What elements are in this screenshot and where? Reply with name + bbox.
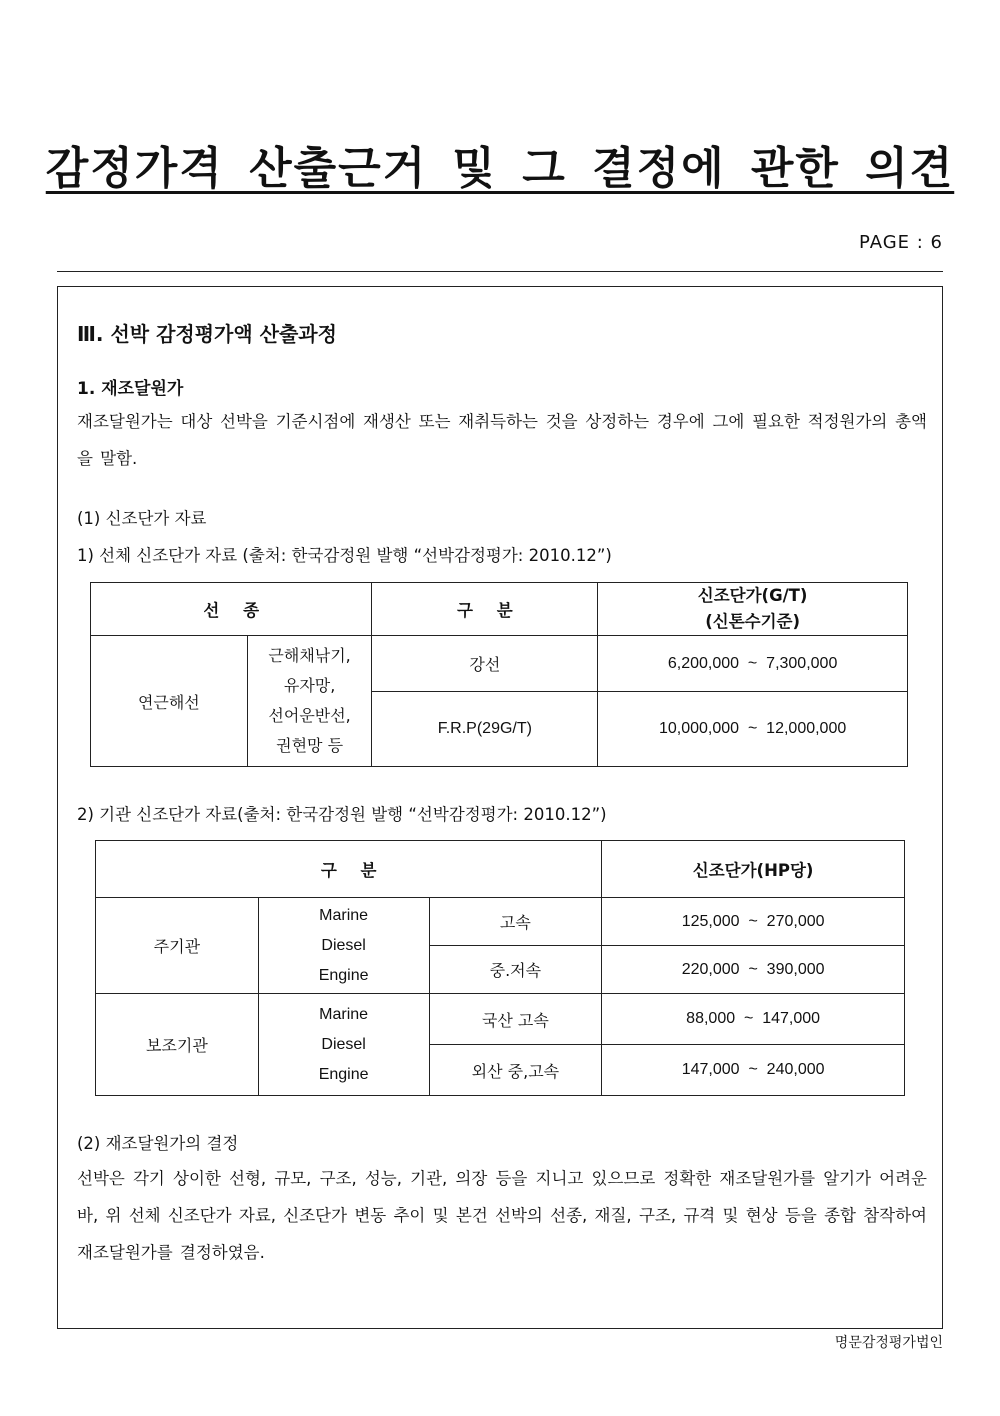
- price-cell: 10,000,000 ~ 12,000,000: [598, 692, 908, 767]
- speed-cell: 중.저속: [429, 946, 602, 994]
- subtype-cell: 근해채낚기, 유자망, 선어운반선, 권현망 등: [247, 636, 372, 767]
- definition-paragraph: 재조달원가는 대상 선박을 기준시점에 재생산 또는 재취득하는 것을 상정하는 경우에 그에 필요한 적정원가의 총액을 말함.: [77, 412, 927, 468]
- header-divider: [57, 271, 943, 272]
- material-cell: 강선: [372, 636, 598, 692]
- engine-group-cell: 주기관: [96, 898, 259, 994]
- page-number: PAGE : 6: [859, 232, 943, 253]
- material-cell: F.R.P(29G/T): [372, 692, 598, 767]
- engine-group-cell: 보조기관: [96, 994, 259, 1096]
- section-title: Ⅲ. 선박 감정평가액 산출과정: [77, 322, 337, 346]
- header-unit-price: 신조단가(HP당): [602, 841, 905, 898]
- header-category: 구 분: [96, 841, 602, 898]
- subsection-title: 1. 재조달원가: [77, 379, 184, 399]
- speed-cell: 고속: [429, 898, 602, 946]
- header-unit-price: 신조단가(G/T) (신톤수기준): [598, 583, 908, 636]
- speed-cell: 국산 고속: [429, 994, 602, 1045]
- price-cell: 147,000 ~ 240,000: [602, 1045, 905, 1096]
- price-cell: 6,200,000 ~ 7,300,000: [598, 636, 908, 692]
- table-row: [96, 994, 905, 1045]
- item-heading-engine-price: 2) 기관 신조단가 자료(출처: 한국감정원 발행 “선박감정평가: 2010.12”): [77, 805, 607, 824]
- document-title: 감정가격 산출근거 및 그 결정에 관한 의견: [45, 143, 955, 194]
- table-header-row: [91, 583, 908, 636]
- table-header-row: [96, 841, 905, 898]
- header-ship-type: 선 종: [91, 583, 372, 636]
- hull-price-table: [90, 582, 908, 767]
- item-heading-unit-price: (1) 신조단가 자료: [77, 509, 207, 528]
- price-cell: 88,000 ~ 147,000: [602, 994, 905, 1045]
- category-cell: 연근해선: [91, 636, 248, 767]
- company-name: 명문감정평가법인: [834, 1335, 943, 1351]
- determination-paragraph: 선박은 각기 상이한 선형, 규모, 구조, 성능, 기관, 의장 등을 지니고 있으므로 정확한 재조달원가를 알기가 어려운 바, 위 선체 신조단가 자료, 신조단가 변동 추이 및 본건 선박의 선종, 재질, 구조, 규격 및 현상 등을 종합 참작하여 재조달원가를 결정하였음.: [77, 1169, 927, 1262]
- engine-kind-cell: Marine Diesel Engine: [258, 898, 429, 994]
- speed-cell: 외산 중,고속: [429, 1045, 602, 1096]
- item-heading-hull-price: 1) 선체 신조단가 자료 (출처: 한국감정원 발행 “선박감정평가: 2010.12”): [77, 546, 612, 565]
- price-cell: 220,000 ~ 390,000: [602, 946, 905, 994]
- table-row: [96, 898, 905, 946]
- table-row: [91, 636, 908, 692]
- header-category: 구 분: [372, 583, 598, 636]
- item-heading-determination: (2) 재조달원가의 결정: [77, 1134, 239, 1153]
- price-cell: 125,000 ~ 270,000: [602, 898, 905, 946]
- engine-price-table: [95, 840, 905, 1096]
- engine-kind-cell: Marine Diesel Engine: [258, 994, 429, 1096]
